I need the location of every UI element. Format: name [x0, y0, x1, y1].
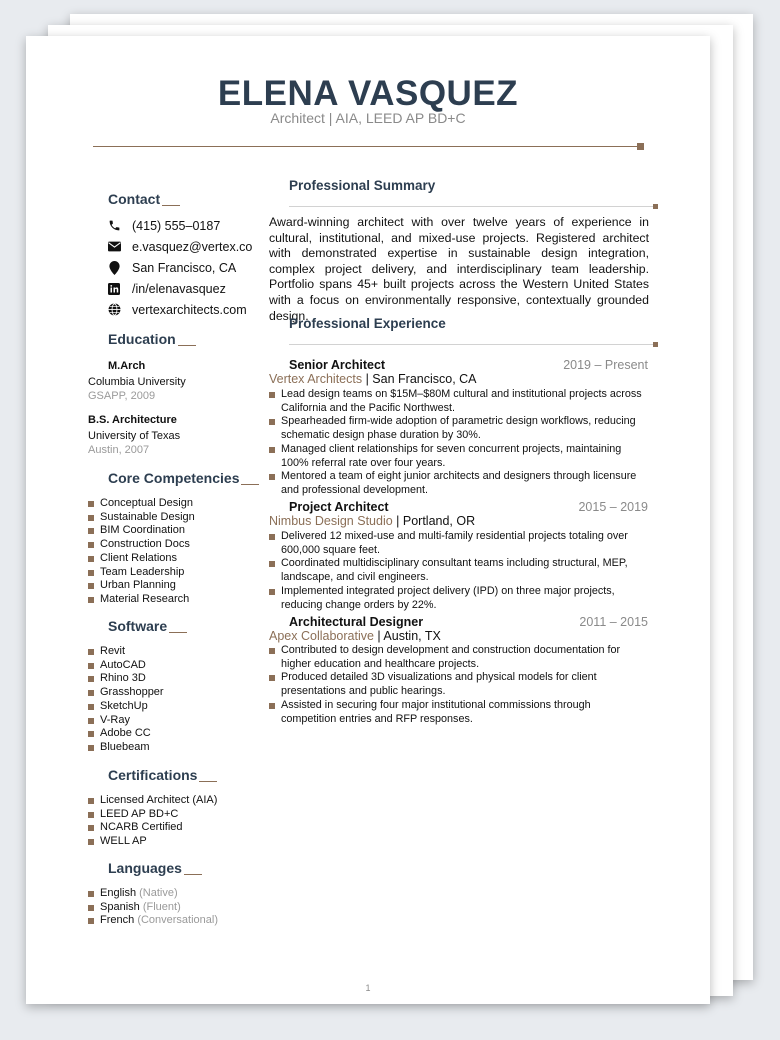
job-dates: 2019 – Present [563, 358, 648, 372]
list-item: Conceptual Design [88, 497, 195, 511]
job-bullets [269, 644, 645, 726]
job-organization: Apex Collaborative | Austin, TX [269, 629, 441, 643]
linkedin-icon [107, 282, 121, 296]
contact-heading: Contact [108, 191, 180, 208]
list-item: Sustainable Design [88, 511, 195, 525]
education-degree: B.S. Architecture [88, 414, 177, 426]
page-number: 1 [365, 983, 371, 993]
phone-icon [107, 219, 121, 233]
resume-page [26, 36, 710, 1004]
education-item [88, 414, 278, 457]
software-list [88, 645, 164, 755]
education-school: University of Texas [88, 430, 181, 442]
certifications-list [88, 794, 217, 849]
job-title: Senior Architect [289, 358, 386, 372]
contact-phone-text: (415) 555–0187 [132, 218, 221, 233]
job-dates: 2011 – 2015 [579, 615, 648, 629]
list-item: AutoCAD [88, 659, 164, 673]
contact-location-text: San Francisco, CA [132, 260, 237, 275]
list-item: V-Ray [88, 714, 164, 728]
list-item: Adobe CC [88, 727, 164, 741]
list-item: Managed client relationships for seven concurrent projects, maintaining 100% referral rate over four years. [269, 443, 645, 470]
education-heading: Education [108, 331, 196, 348]
list-item: Delivered 12 mixed-use and multi-family residential projects totaling over 600,000 square feet. [269, 530, 645, 557]
summary-heading: Professional Summary [289, 178, 436, 193]
job-bullets [269, 388, 645, 498]
job-bullets [269, 530, 645, 612]
list-item: Produced detailed 3D visualizations and physical models for client presentations and public hearings. [269, 671, 645, 698]
list-item: Mentored a team of eight junior architects and designers through licensure and professional development. [269, 470, 645, 497]
candidate-subtitle: Architect | AIA, LEED AP BD+C [270, 110, 466, 126]
candidate-name: ELENA VASQUEZ [217, 74, 519, 113]
list-item: Grasshopper [88, 686, 164, 700]
section-divider [289, 206, 655, 207]
list-item: Contributed to design development and construction documentation for higher education and healthcare projects. [269, 644, 645, 671]
list-item: NCARB Certified [88, 821, 217, 835]
software-heading: Software [108, 618, 187, 635]
job-dates: 2015 – 2019 [578, 500, 648, 514]
list-item: WELL AP [88, 835, 217, 849]
list-item: Lead design teams on $15M–$80M cultural and institutional projects across California and the Pacific Northwest. [269, 388, 645, 415]
list-item: Rhino 3D [88, 672, 164, 686]
contact-linkedin-text: /in/elenavasquez [132, 281, 226, 296]
list-item: LEED AP BD+C [88, 808, 217, 822]
job-title: Architectural Designer [289, 615, 424, 629]
section-divider-marker [653, 342, 658, 347]
section-divider-marker [653, 204, 658, 209]
list-item: Implemented integrated project delivery (IPD) on three major projects, reducing change orders by 22%. [269, 585, 645, 612]
list-item: Client Relations [88, 552, 195, 566]
education-meta: Austin, 2007 [88, 444, 150, 456]
list-item: Bluebeam [88, 741, 164, 755]
languages-heading: Languages [108, 860, 202, 877]
list-item: Assisted in securing four major institutional commissions through competition entries and RFP responses. [269, 699, 645, 726]
contact-email-text: e.vasquez@vertex.co [132, 239, 253, 254]
header-divider-marker [637, 143, 644, 150]
list-item: Material Research [88, 593, 195, 607]
job-organization: Nimbus Design Studio | Portland, OR [269, 514, 476, 528]
summary-text: Award-winning architect with over twelve years of experience in cultural, institutional, and mixed-use projects. Registered architect with demonstrated expertise in sustainable design integration, complex project delivery, and interdisciplinary team leadership. Portfolio spans 45+ built projects across the Western United States with a focus on environmentally responsive, contextually grounded design. [269, 215, 649, 323]
education-meta: GSAPP, 2009 [88, 390, 156, 402]
map-pin-icon [107, 261, 121, 275]
list-item: Team Leadership [88, 566, 195, 580]
list-item: Urban Planning [88, 579, 195, 593]
section-divider [289, 344, 655, 345]
competencies-heading: Core Competencies [108, 470, 259, 487]
education-item [88, 360, 278, 403]
envelope-icon [107, 240, 121, 254]
contact-website-text: vertexarchitects.com [132, 302, 247, 317]
header-divider [93, 146, 641, 147]
education-degree: M.Arch [108, 360, 146, 372]
list-item: Licensed Architect (AIA) [88, 794, 217, 808]
competencies-list [88, 497, 195, 607]
list-item: English (Native) [88, 887, 218, 901]
list-item: Spearheaded firm-wide adoption of parametric design workflows, reducing schematic design phase duration by 30%. [269, 415, 645, 442]
globe-icon [107, 303, 121, 317]
job-organization: Vertex Architects | San Francisco, CA [269, 372, 477, 386]
list-item: Construction Docs [88, 538, 195, 552]
education-school: Columbia University [88, 376, 186, 388]
list-item: French (Conversational) [88, 914, 218, 928]
languages-list [88, 887, 218, 928]
list-item: Coordinated multidisciplinary consultant teams including structural, MEP, landscape, and civil engineers. [269, 557, 645, 584]
list-item: BIM Coordination [88, 524, 195, 538]
list-item: SketchUp [88, 700, 164, 714]
list-item: Revit [88, 645, 164, 659]
list-item: Spanish (Fluent) [88, 901, 218, 915]
experience-heading: Professional Experience [289, 316, 446, 331]
certifications-heading: Certifications [108, 767, 217, 784]
job-title: Project Architect [289, 500, 389, 514]
